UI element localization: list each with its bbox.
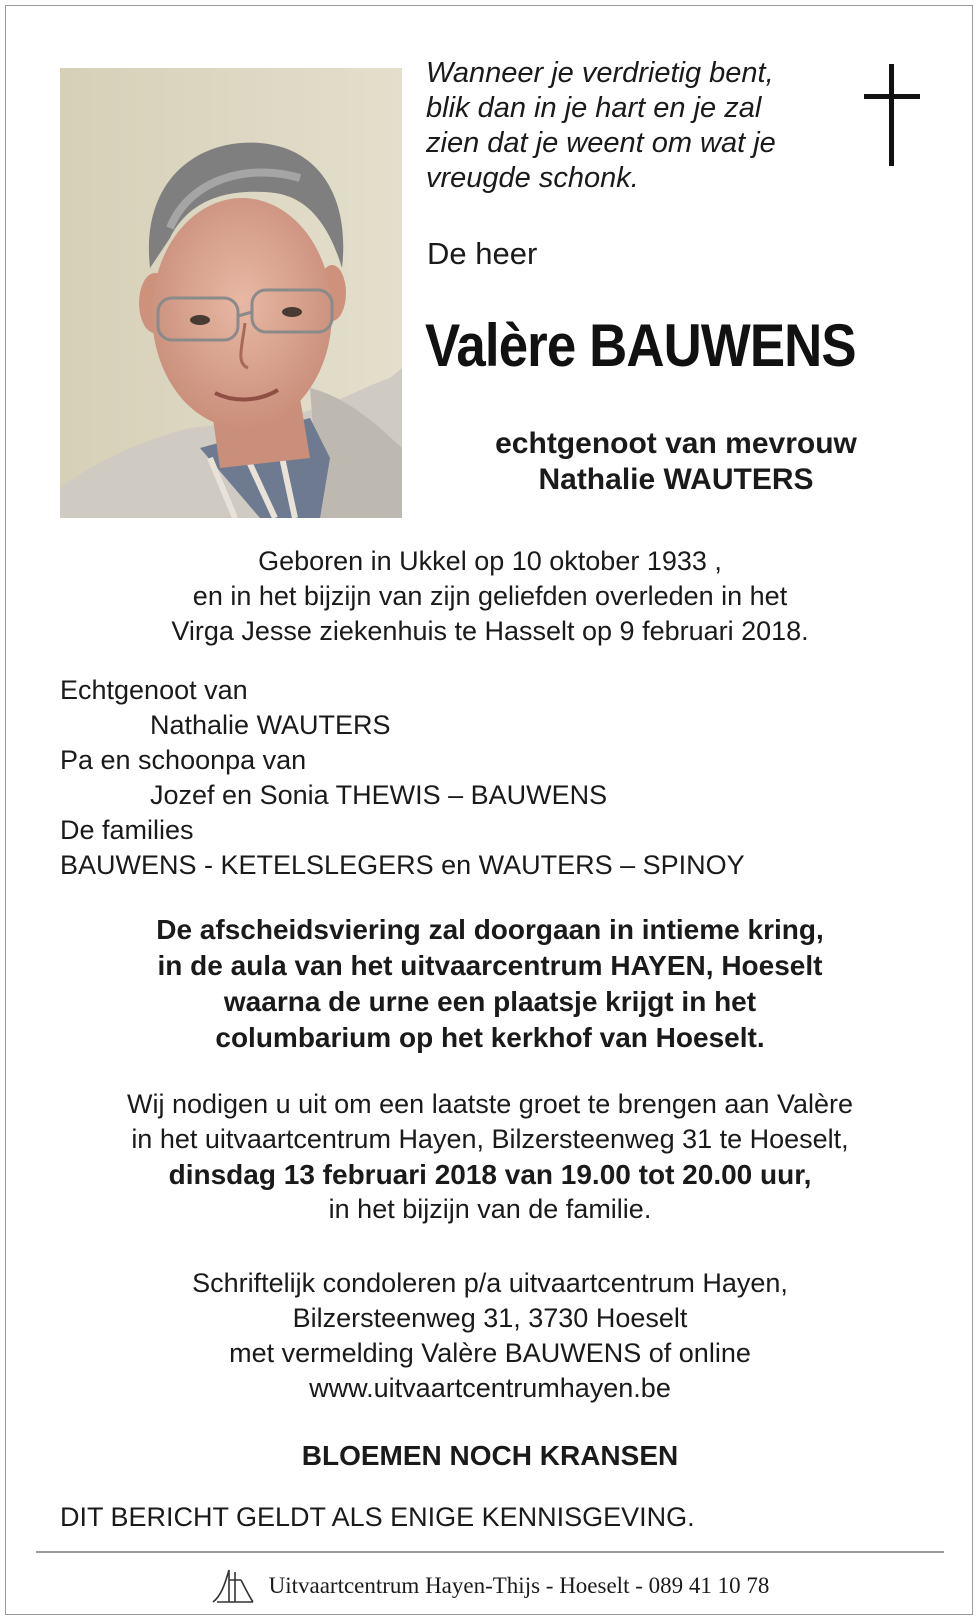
obituary-card <box>5 5 973 1615</box>
footer <box>6 1566 974 1606</box>
cross-icon <box>864 64 920 166</box>
visit-datetime: dinsdag 13 februari 2018 van 19.00 tot 20.00 uur, <box>168 1159 812 1190</box>
footer-text: Uitvaartcentrum Hayen-Thijs - Hoeselt - 089 41 10 78 <box>268 1573 770 1598</box>
divider <box>36 1551 944 1553</box>
death-place-line: Virga Jesse ziekenhuis te Hasselt op 9 februari 2018. <box>171 616 809 646</box>
funeral-home-logo-icon <box>211 1566 255 1606</box>
poem-line: zien dat je weent om wat je <box>426 127 776 159</box>
family-name: Nathalie WAUTERS <box>150 710 391 740</box>
ceremony-line: in de aula van het uitvaarcentrum HAYEN, Hoeselt <box>157 950 823 981</box>
family-name: Jozef en Sonia THEWIS – BAUWENS <box>150 780 608 810</box>
birth-line: Geboren in Ukkel op 10 oktober 1933 , <box>258 546 722 576</box>
visit-line: Wij nodigen u uit om een laatste groet te brengen aan Valère <box>127 1089 853 1119</box>
condolence-line: met vermelding Valère BAUWENS of online <box>229 1338 751 1368</box>
spouse-line: echtgenoot van mevrouw <box>495 427 857 460</box>
ceremony-info <box>6 912 974 1056</box>
family-list <box>60 673 745 883</box>
official-notice: DIT BERICHT GELDT ALS ENIGE KENNISGEVING. <box>60 1502 695 1532</box>
ceremony-line: waarna de urne een plaatsje krijgt in het <box>223 986 757 1017</box>
condolence-line: Schriftelijk condoleren p/a uitvaartcentrum Hayen, <box>192 1268 788 1298</box>
poem-line: vreugde schonk. <box>426 162 639 194</box>
poem-line: Wanneer je verdrietig bent, <box>426 57 774 89</box>
portrait-illustration <box>60 68 402 518</box>
condolence-website: www.uitvaartcentrumhayen.be <box>309 1373 671 1403</box>
condolences-info <box>6 1266 974 1406</box>
spouse-name: Nathalie WAUTERS <box>538 463 814 496</box>
birth-death-info <box>6 544 974 649</box>
poem-line: blik dan in je hart en je zal <box>426 92 762 124</box>
family-name: BAUWENS - KETELSLEGERS en WAUTERS – SPINOY <box>60 850 745 880</box>
family-label: De families <box>60 815 194 845</box>
visitation-info <box>6 1087 974 1227</box>
flowers-notice: BLOEMEN NOCH KRANSEN <box>301 1440 679 1471</box>
deceased-name: Valère BAUWENS <box>425 312 856 379</box>
condolence-line: Bilzersteenweg 31, 3730 Hoeselt <box>292 1303 688 1333</box>
death-line: en in het bijzijn van zijn geliefden overleden in het <box>192 581 788 611</box>
honorific: De heer <box>427 236 538 271</box>
spouse-statement <box>426 426 926 498</box>
visit-line: in het bijzijn van de familie. <box>328 1194 652 1224</box>
portrait-photo <box>60 68 402 518</box>
family-label: Echtgenoot van <box>60 675 248 705</box>
poem <box>426 56 846 196</box>
ceremony-line: columbarium op het kerkhof van Hoeselt. <box>215 1022 765 1053</box>
visit-line: in het uitvaartcentrum Hayen, Bilzersteenweg 31 te Hoeselt, <box>131 1124 849 1154</box>
ceremony-line: De afscheidsviering zal doorgaan in intieme kring, <box>156 914 824 945</box>
family-label: Pa en schoonpa van <box>60 745 307 775</box>
